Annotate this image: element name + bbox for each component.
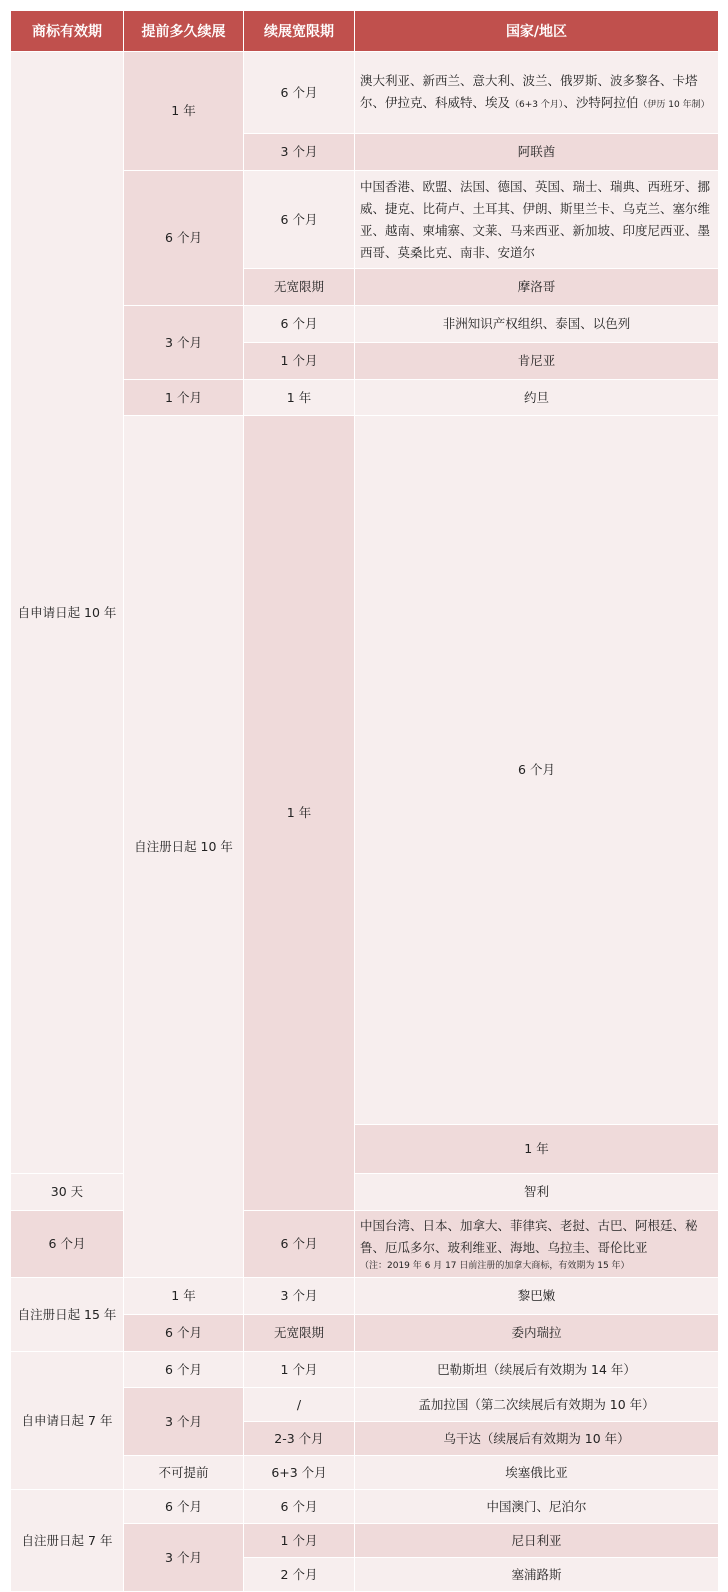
countries-cell xyxy=(355,52,719,134)
countries-small-note: （6+3 个月） xyxy=(510,99,564,110)
grace-cell: 2-3 个月 xyxy=(244,1422,355,1456)
countries-cell: 非洲知识产权组织、泰国、以色列 xyxy=(355,306,719,343)
advance-cell: 不可提前 xyxy=(124,1456,244,1490)
header-advance: 提前多久续展 xyxy=(124,11,244,52)
grace-cell: 2 个月 xyxy=(244,1558,355,1592)
table-row xyxy=(11,52,719,134)
advance-cell: 6 个月 xyxy=(11,1211,124,1278)
grace-cell: 无宽限期 xyxy=(244,269,355,306)
validity-cell: 自申请日起 7 年 xyxy=(11,1352,124,1490)
countries-cell: 中国澳门、尼泊尔 xyxy=(355,1490,719,1524)
grace-cell: 6 个月 xyxy=(244,1490,355,1524)
validity-cell: 自注册日起 7 年 xyxy=(11,1490,124,1592)
header-row xyxy=(11,11,719,52)
grace-cell: 3 个月 xyxy=(244,134,355,171)
advance-cell: 6 个月 xyxy=(124,171,244,306)
countries-cell: 埃塞俄比亚 xyxy=(355,1456,719,1490)
grace-cell: 1 年 xyxy=(355,1125,719,1174)
countries-cell: 巴勒斯坦（续展后有效期为 14 年） xyxy=(355,1352,719,1388)
grace-cell: 1 年 xyxy=(244,380,355,416)
grace-cell: 6 个月 xyxy=(244,306,355,343)
advance-cell: 1 年 xyxy=(244,416,355,1211)
header-countries: 国家/地区 xyxy=(355,11,719,52)
grace-cell: 6 个月 xyxy=(244,1211,355,1278)
countries-cell: 阿联酋 xyxy=(355,134,719,171)
table-row xyxy=(11,1352,719,1388)
grace-cell: 1 个月 xyxy=(244,343,355,380)
grace-cell: 无宽限期 xyxy=(244,1315,355,1352)
validity-cell: 自注册日起 15 年 xyxy=(11,1278,124,1352)
grace-cell: 3 个月 xyxy=(244,1278,355,1315)
countries-cell: 智利 xyxy=(355,1174,719,1211)
table-row xyxy=(11,1174,719,1211)
table-row xyxy=(11,1211,719,1278)
advance-cell: 1 个月 xyxy=(124,380,244,416)
validity-cell: 自注册日起 10 年 xyxy=(124,416,244,1278)
countries-cell: 委内瑞拉 xyxy=(355,1315,719,1352)
header-grace: 续展宽限期 xyxy=(244,11,355,52)
grace-cell: 6 个月 xyxy=(244,52,355,134)
table-row xyxy=(11,1490,719,1524)
header-validity: 商标有效期 xyxy=(11,11,124,52)
grace-cell: / xyxy=(244,1388,355,1422)
grace-cell: 6+3 个月 xyxy=(244,1456,355,1490)
advance-cell: 1 年 xyxy=(124,52,244,171)
validity-cell: 自申请日起 10 年 xyxy=(11,52,124,1174)
countries-cell: 摩洛哥 xyxy=(355,269,719,306)
countries-cell: 塞浦路斯 xyxy=(355,1558,719,1592)
countries-text: 中国台湾、日本、加拿大、菲律宾、老挝、古巴、阿根廷、秘鲁、厄瓜多尔、玻利维亚、海地、乌拉圭、哥伦比亚 xyxy=(360,1218,698,1255)
trademark-renewal-table xyxy=(10,10,719,1592)
table-row xyxy=(11,1278,719,1315)
countries-cell: 中国香港、欧盟、法国、德国、英国、瑞士、瑞典、西班牙、挪威、捷克、比荷卢、土耳其、伊朗、斯里兰卡、乌克兰、塞尔维亚、越南、柬埔寨、文莱、马来西亚、新加坡、印度尼西亚、墨西哥、莫桑比克、南非、安道尔 xyxy=(355,171,719,269)
advance-cell: 1 年 xyxy=(124,1278,244,1315)
advance-cell: 3 个月 xyxy=(124,1388,244,1456)
countries-cell: 尼日利亚 xyxy=(355,1524,719,1558)
advance-cell: 3 个月 xyxy=(124,1524,244,1592)
countries-cell: 孟加拉国（第二次续展后有效期为 10 年） xyxy=(355,1388,719,1422)
advance-cell: 6 个月 xyxy=(124,1490,244,1524)
countries-cell: 乌干达（续展后有效期为 10 年） xyxy=(355,1422,719,1456)
advance-cell: 6 个月 xyxy=(124,1315,244,1352)
grace-cell: 1 个月 xyxy=(244,1352,355,1388)
grace-cell: 30 天 xyxy=(11,1174,124,1211)
countries-text: 澳大利亚、新西兰、意大利、波兰、俄罗斯、波多黎各、卡塔尔、伊拉克、科威特、埃及 xyxy=(360,72,698,110)
countries-cell xyxy=(355,1211,719,1278)
countries-text-tail: 、沙特阿拉伯 xyxy=(563,94,639,110)
countries-note: （注：2019 年 6 月 17 日前注册的加拿大商标，有效期为 15 年） xyxy=(360,1261,630,1271)
grace-cell: 6 个月 xyxy=(244,171,355,269)
countries-cell: 肯尼亚 xyxy=(355,343,719,380)
grace-cell: 6 个月 xyxy=(355,416,719,1125)
grace-cell: 1 个月 xyxy=(244,1524,355,1558)
countries-small-note-2: （伊历 10 年制） xyxy=(638,99,710,110)
countries-cell: 约旦 xyxy=(355,380,719,416)
countries-cell: 黎巴嫩 xyxy=(355,1278,719,1315)
advance-cell: 3 个月 xyxy=(124,306,244,380)
advance-cell: 6 个月 xyxy=(124,1352,244,1388)
